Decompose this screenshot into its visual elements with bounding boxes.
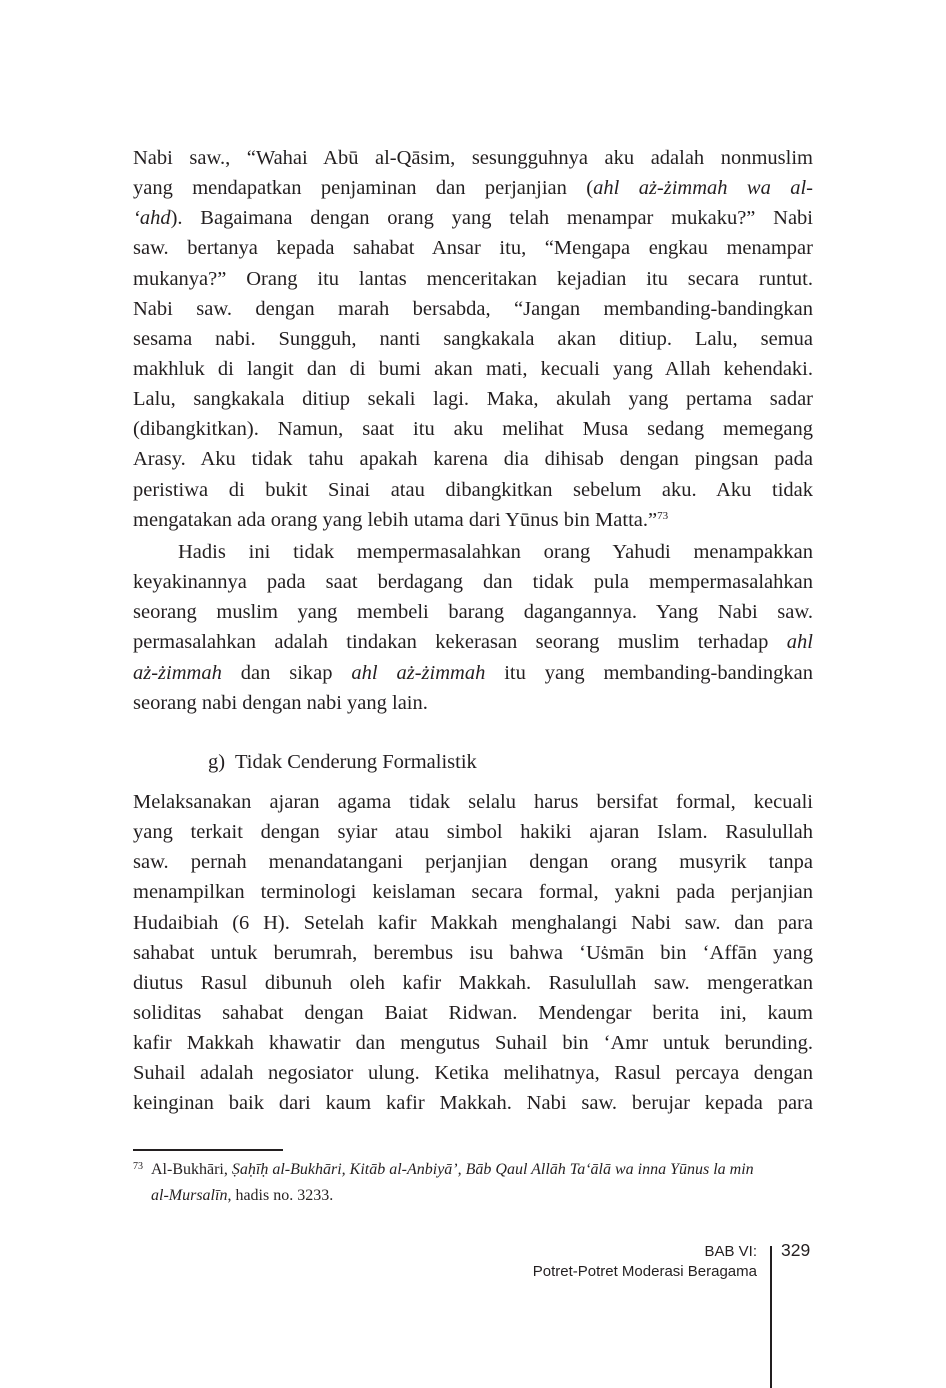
text-line <box>133 1058 813 1088</box>
heading-marker: g) <box>208 751 226 773</box>
footer-divider <box>770 1246 772 1388</box>
text-line <box>133 324 813 354</box>
text-line <box>133 688 813 718</box>
text-line <box>133 173 813 203</box>
text-line <box>133 1028 813 1058</box>
text-run: Melaksanakan ajaran agama tidak selalu harus bersifat formal, kecuali <box>133 791 813 813</box>
text-line <box>133 787 813 817</box>
italic-term: al-Mursalīn <box>151 1187 228 1204</box>
text-run: (dibangkitkan). Namun, saat itu aku melihat Musa sedang memegang <box>133 418 813 441</box>
text-run: itu yang membanding-bandingkan <box>485 661 813 684</box>
text-run: diutus Rasul dibunuh oleh kafir Makkah. Rasulullah saw. mengeratkan <box>133 971 813 994</box>
italic-term: Ṣaḥīḥ al-Bukhāri, Kitāb al-Anbiyā’, Bāb Qaul Allāh Ta‘ālā wa inna Yūnus la min <box>231 1161 754 1178</box>
text-run: kafir Makkah khawatir dan mengutus Suhail bin ‘Amr untuk berunding. <box>133 1032 813 1055</box>
text-run: Hadis ini tidak mempermasalahkan orang Yahudi menampakkan <box>178 541 813 563</box>
text-line <box>133 414 813 444</box>
text-run: Nabi saw., “Wahai Abū al-Qāsim, sesungguhnya aku adalah nonmuslim <box>133 147 813 169</box>
text-run: seorang muslim yang membeli barang dagangannya. Yang Nabi saw. <box>133 601 813 624</box>
chapter-title: Potret-Potret Moderasi Beragama <box>532 1263 757 1280</box>
text-run: mukanya?” Orang itu lantas menceritakan kejadian itu secara runtut. <box>133 267 813 290</box>
text-line <box>133 294 813 324</box>
text-line <box>133 475 813 505</box>
text-line <box>133 817 813 847</box>
text-run: , hadis no. 3233. <box>227 1187 334 1204</box>
paragraph-formalism <box>133 787 813 1119</box>
text-line <box>133 847 813 877</box>
text-line <box>133 444 813 474</box>
running-footer <box>533 1242 757 1282</box>
footnote-line <box>133 1183 813 1209</box>
heading-text: Tidak Cenderung Formalistik <box>234 751 477 773</box>
footnote-divider <box>133 1149 283 1151</box>
text-run: Arasy. Aku tidak tahu apakah karena dia dihisab dengan pingsan pada <box>133 448 813 471</box>
text-run: soliditas sahabat dengan Baiat Ridwan. Mendengar berita ini, kaum <box>133 1001 813 1024</box>
text-run: keyakinannya pada saat berdagang dan tidak pula mempermasalahkan <box>133 571 813 594</box>
italic-term: ‘ahd <box>133 207 171 230</box>
text-line <box>133 354 813 384</box>
chapter-label: BAB VI: <box>704 1243 757 1260</box>
text-line <box>133 1088 813 1118</box>
text-run: yang terkait dengan syiar atau simbol hakiki ajaran Islam. Rasulullah <box>133 821 813 844</box>
italic-term: aż-żimmah <box>133 661 222 684</box>
text-run: peristiwa di bukit Sinai atau dibangkitkan sebelum aku. Aku tidak <box>133 478 813 501</box>
paragraph-hadith-commentary <box>133 537 813 718</box>
text-line <box>133 627 813 657</box>
text-line <box>133 938 813 968</box>
text-run: keinginan baik dari kaum kafir Makkah. Nabi saw. berujar kepada para <box>133 1092 813 1115</box>
text-run: saw. bertanya kepada sahabat Ansar itu, “Mengapa engkau menampar <box>133 237 813 260</box>
text-run: Nabi saw. dengan marah bersabda, “Jangan membanding-bandingkan <box>133 297 813 320</box>
text-line <box>133 233 813 263</box>
text-line <box>133 505 813 535</box>
text-run: sahabat untuk berumrah, berembus isu bahwa ‘Uṡmān bin ‘Affān yang <box>133 941 813 964</box>
text-line <box>133 968 813 998</box>
text-line <box>133 597 813 627</box>
footnote-reference: 73 <box>657 509 669 522</box>
page-number: 329 <box>781 1240 811 1260</box>
text-run: Lalu, sangkakala ditiup sekali lagi. Maka, akulah yang pertama sadar <box>133 388 813 411</box>
text-run: dan sikap <box>221 661 352 684</box>
text-run: makhluk di langit dan di bumi akan mati, kecuali yang Allah kehendaki. <box>133 357 813 380</box>
text-line <box>133 908 813 938</box>
text-run: Al-Bukhāri, <box>151 1161 232 1178</box>
footnote <box>133 1154 813 1209</box>
text-run: permasalahkan adalah tindakan kekerasan seorang muslim terhadap <box>133 631 787 654</box>
paragraph-hadith-quote <box>133 143 813 535</box>
text-line <box>133 264 813 294</box>
text-run: seorang nabi dengan nabi yang lain. <box>133 691 428 714</box>
text-line <box>133 877 813 907</box>
text-run: ). Bagaimana dengan orang yang telah menampar mukaku?” Nabi <box>170 207 813 230</box>
text-line <box>133 658 813 688</box>
text-line <box>133 998 813 1028</box>
text-run: Hudaibiah (6 H). Setelah kafir Makkah menghalangi Nabi saw. dan para <box>133 911 813 934</box>
italic-term: ahl aż-żimmah <box>351 661 486 684</box>
footnote-number: 73 <box>133 1161 143 1172</box>
text-line <box>133 203 813 233</box>
text-run: sesama nabi. Sungguh, nanti sangkakala akan ditiup. Lalu, semua <box>133 327 813 350</box>
section-heading <box>208 747 477 777</box>
text-line <box>133 384 813 414</box>
text-run: saw. pernah menandatangani perjanjian dengan orang musyrik tanpa <box>133 851 813 874</box>
text-run: Suhail adalah negosiator ulung. Ketika melihatnya, Rasul percaya dengan <box>133 1062 813 1085</box>
text-line <box>133 567 813 597</box>
italic-term: ahl aż-żimmah wa al- <box>593 177 814 200</box>
text-run: menampilkan terminologi keislaman secara formal, yakni pada perjanjian <box>133 881 813 904</box>
text-run: mengatakan ada orang yang lebih utama dari Yūnus bin Matta.” <box>133 508 658 531</box>
text-line <box>133 537 813 567</box>
italic-term: ahl <box>786 631 813 654</box>
text-line <box>133 143 813 173</box>
text-run: yang mendapatkan penjaminan dan perjanjian ( <box>133 177 594 200</box>
footnote-line <box>133 1154 813 1183</box>
